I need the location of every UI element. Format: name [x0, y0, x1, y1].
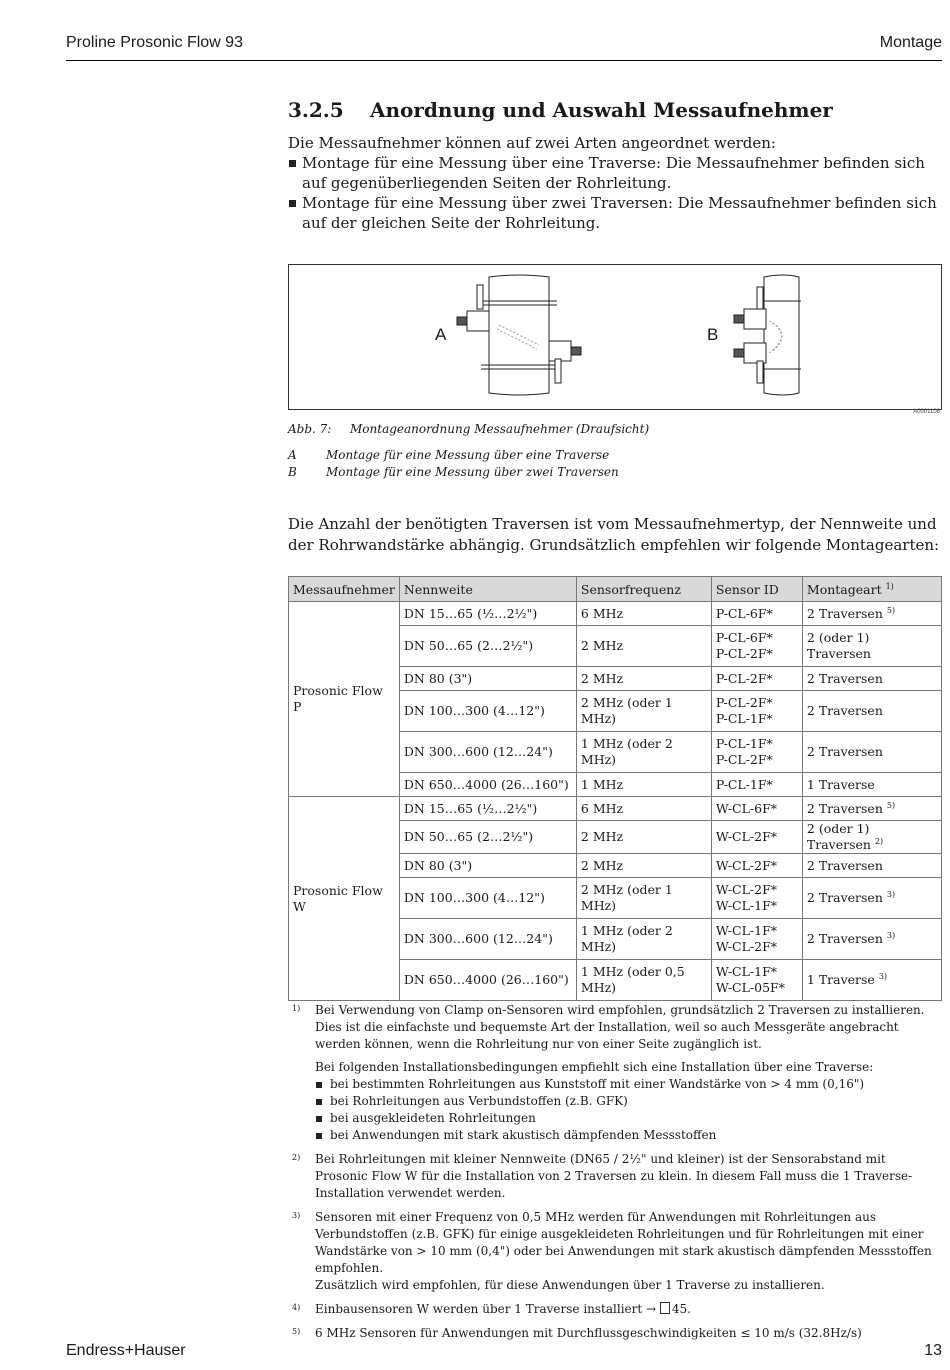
section-title: Anordnung und Auswahl Messaufnehmer	[370, 98, 833, 122]
group-cell: Prosonic Flow P	[289, 602, 400, 797]
table-cell	[802, 919, 941, 960]
footnote-text: Sensoren mit einer Frequenz von 0,5 MHz werden für Anwendungen mit Rohrleitungen aus Verbundstoffen (z.B. GFK) für einige ausgekleideten Rohrleitungen und für Rohrleitungen mit einer Wandstärke von > 10 mm (0,4") oder bei Anwendungen mit stark akustisch dämpfenden Messstoffen empfohlen.	[315, 1210, 932, 1275]
figure-legend	[288, 447, 619, 481]
table-cell: 2 MHz (oder 1 MHz)	[576, 691, 711, 732]
table-cell: DN 50…65 (2…2½")	[399, 626, 576, 667]
cell-text: 1 Traverse	[806, 972, 875, 987]
table-cell: DN 80 (3")	[399, 854, 576, 878]
table-row	[289, 602, 942, 626]
col-header-text: Montageart	[806, 581, 882, 597]
cell-text: 2 Traversen	[806, 800, 883, 816]
table-cell: 1 MHz (oder 2 MHz)	[576, 919, 711, 960]
footnote-marker: 2)	[292, 1153, 301, 1162]
col-header: Sensorfrequenz	[576, 577, 711, 602]
page-header	[66, 30, 942, 61]
footnote-ref: 2)	[874, 836, 884, 846]
table-cell: 6 MHz	[576, 797, 711, 821]
table-cell: DN 80 (3")	[399, 667, 576, 691]
footnote-2	[288, 1151, 942, 1202]
table-cell	[711, 691, 802, 732]
cell-text: 2 (oder 1) Traversen	[806, 821, 871, 852]
footnote-ref: 3)	[886, 930, 896, 940]
legend-text: Montage für eine Messung über zwei Traversen	[326, 465, 619, 479]
sensor-table	[288, 576, 942, 1001]
cell-text: P-CL-6F*	[715, 630, 773, 645]
table-cell: 2 Traversen	[802, 667, 941, 691]
table-cell: W-CL-2F*	[711, 821, 802, 854]
footnote-bullet: bei ausgekleideten Rohrleitungen	[315, 1110, 942, 1127]
table-cell: P-CL-1F*	[711, 773, 802, 797]
traverse-paragraph: Die Anzahl der benötigten Traversen ist vom Messaufnehmertyp, der Nennweite und der Rohrwandstärke abhängig. Grundsätzlich empfehlen wir folgende Montagearten:	[288, 515, 940, 554]
footnote-text: 6 MHz Sensoren für Anwendungen mit Durchflussgeschwindigkeiten ≤ 10 m/s (32.8Hz/s)	[315, 1326, 862, 1340]
header-chapter: Montage	[879, 34, 942, 51]
table-header-row	[289, 577, 942, 602]
legend-item	[288, 464, 619, 481]
footnote-marker: 5)	[292, 1327, 301, 1336]
table-cell	[802, 797, 941, 821]
table-cell	[711, 960, 802, 1001]
table-cell: 2 (oder 1) Traversen	[802, 626, 941, 667]
col-header: Messaufnehmer	[289, 577, 400, 602]
table-cell: 2 Traversen	[802, 854, 941, 878]
table-row	[289, 797, 942, 821]
table-cell: DN 15…65 (½…2½")	[399, 797, 576, 821]
table-cell	[711, 626, 802, 667]
table-cell: DN 100…300 (4…12")	[399, 691, 576, 732]
intro-bullet-2: Montage für eine Messung über zwei Traversen: Die Messaufnehmer befinden sich auf der gleichen Seite der Rohrleitung.	[288, 193, 942, 233]
table-cell	[802, 602, 941, 626]
footnote-text: Bei folgenden Installationsbedingungen empfiehlt sich eine Installation über eine Traverse:	[315, 1060, 874, 1074]
footnote-marker: 3)	[292, 1211, 301, 1220]
table-cell: DN 50…65 (2…2½")	[399, 821, 576, 854]
footnote-ref: 5)	[886, 605, 896, 615]
section-number: 3.2.5	[288, 98, 344, 122]
table-cell: 1 Traverse	[802, 773, 941, 797]
intro-text	[288, 133, 942, 233]
page-ref-icon	[660, 1302, 670, 1314]
footnote-ref: 1)	[885, 581, 894, 591]
cell-text: 2 Traversen	[806, 605, 883, 621]
cell-text: P-CL-2F*	[715, 695, 773, 710]
intro-bullet-1: Montage für eine Messung über eine Traverse: Die Messaufnehmer befinden sich auf gegenüberliegenden Seiten der Rohrleitung.	[288, 153, 942, 193]
figure-label-b: B	[707, 325, 719, 344]
footnote-marker: 1)	[292, 1004, 301, 1013]
table-cell: 2 Traversen	[802, 691, 941, 732]
table-cell: DN 650…4000 (26…160")	[399, 960, 576, 1001]
table-cell: P-CL-6F*	[711, 602, 802, 626]
group-cell: Prosonic Flow W	[289, 797, 400, 1001]
table-cell: W-CL-2F*	[711, 854, 802, 878]
cell-text: P-CL-2F*	[715, 646, 773, 661]
footnote-4	[288, 1301, 942, 1318]
table-cell: 2 MHz	[576, 667, 711, 691]
footnote-bullet: bei bestimmten Rohrleitungen aus Kunststoff mit einer Wandstärke von > 4 mm (0,16")	[315, 1076, 942, 1093]
table-cell	[711, 732, 802, 773]
col-header: Sensor ID	[711, 577, 802, 602]
legend-key: A	[288, 448, 297, 462]
legend-text: Montage für eine Messung über eine Traverse	[326, 448, 610, 462]
footnote-bullet: bei Anwendungen mit stark akustisch dämpfenden Messstoffen	[315, 1127, 942, 1144]
table-cell: 1 MHz (oder 0,5 MHz)	[576, 960, 711, 1001]
table-cell	[711, 878, 802, 919]
legend-key: B	[288, 465, 297, 479]
page-number: 13	[924, 1342, 942, 1359]
cell-text: P-CL-2F*	[715, 752, 773, 767]
table-cell: 2 Traversen	[802, 732, 941, 773]
footnotes	[288, 1002, 942, 1349]
table-cell	[802, 821, 941, 854]
footnote-5	[288, 1325, 942, 1342]
table-cell: 2 MHz	[576, 821, 711, 854]
table-cell	[711, 919, 802, 960]
header-product: Proline Prosonic Flow 93	[66, 34, 243, 51]
footnote-marker: 4)	[292, 1303, 301, 1312]
cell-text: P-CL-1F*	[715, 736, 773, 751]
table-cell: 2 MHz	[576, 626, 711, 667]
intro-lead: Die Messaufnehmer können auf zwei Arten angeordnet werden:	[288, 134, 776, 152]
mounting-diagram	[289, 265, 941, 409]
table-cell: DN 15…65 (½…2½")	[399, 602, 576, 626]
table-cell: DN 100…300 (4…12")	[399, 878, 576, 919]
table-cell: DN 650…4000 (26…160")	[399, 773, 576, 797]
caption-number: Abb. 7:	[288, 422, 332, 436]
cell-text: W-CL-2F*	[715, 882, 778, 897]
table-cell: 1 MHz (oder 2 MHz)	[576, 732, 711, 773]
legend-item	[288, 447, 619, 464]
footnote-text: Zusätzlich wird empfohlen, für diese Anwendungen über 1 Traverse zu installieren.	[315, 1278, 825, 1292]
cell-text: W-CL-1F*	[715, 964, 778, 979]
cell-text: 2 Traversen	[806, 931, 883, 946]
cell-text: W-CL-05F*	[715, 980, 785, 995]
section-heading	[288, 98, 833, 122]
figure-reference: A0001108	[913, 409, 940, 415]
table-cell: P-CL-2F*	[711, 667, 802, 691]
figure-mounting	[288, 264, 942, 410]
footnote-ref: 5)	[886, 800, 896, 810]
footnote-1	[288, 1002, 942, 1144]
footnote-text: Einbausensoren W werden über 1 Traverse installiert →	[315, 1302, 660, 1316]
cell-text: W-CL-2F*	[715, 939, 778, 954]
intro-list	[288, 153, 942, 233]
footnote-text: Bei Verwendung von Clamp on-Sensoren wird empfohlen, grundsätzlich 2 Traversen zu installieren. Dies ist die einfachste und bequemste Art der Installation, weil so auch Messgeräte angebracht werden können, wenn die Rohrleitung nur von einer Seite zugänglich ist.	[315, 1003, 925, 1051]
footnote-bullet: bei Rohrleitungen aus Verbundstoffen (z.B. GFK)	[315, 1093, 942, 1110]
footer-company: Endress+Hauser	[66, 1342, 186, 1359]
table-cell: DN 300…600 (12…24")	[399, 919, 576, 960]
cell-text: W-CL-1F*	[715, 898, 778, 913]
table-cell: 2 MHz (oder 1 MHz)	[576, 878, 711, 919]
table-cell: 2 MHz	[576, 854, 711, 878]
footnote-3	[288, 1209, 942, 1294]
col-header: Nennweite	[399, 577, 576, 602]
table-cell	[802, 878, 941, 919]
caption-text: Montageanordnung Messaufnehmer (Draufsicht)	[350, 422, 650, 436]
footnote-list	[315, 1076, 942, 1144]
footnote-ref: 3)	[886, 889, 896, 899]
footnote-ref: 3)	[878, 971, 888, 981]
table-cell: DN 300…600 (12…24")	[399, 732, 576, 773]
table-cell: 6 MHz	[576, 602, 711, 626]
page-ref[interactable]: 45.	[671, 1302, 691, 1316]
footnote-text: Bei Rohrleitungen mit kleiner Nennweite (DN65 / 2½" und kleiner) ist der Sensorabstand mit Prosonic Flow W für die Installation von 2 Traversen zu klein. In diesem Fall muss die 1 Traverse-Installation verwendet werden.	[315, 1152, 913, 1200]
cell-text: P-CL-1F*	[715, 711, 773, 726]
table-cell: W-CL-6F*	[711, 797, 802, 821]
table-cell	[802, 960, 941, 1001]
figure-caption	[288, 422, 649, 436]
col-header	[802, 577, 941, 602]
table-cell: 1 MHz	[576, 773, 711, 797]
figure-label-a: A	[435, 325, 447, 344]
cell-text: 2 Traversen	[806, 890, 883, 905]
cell-text: W-CL-1F*	[715, 923, 778, 938]
